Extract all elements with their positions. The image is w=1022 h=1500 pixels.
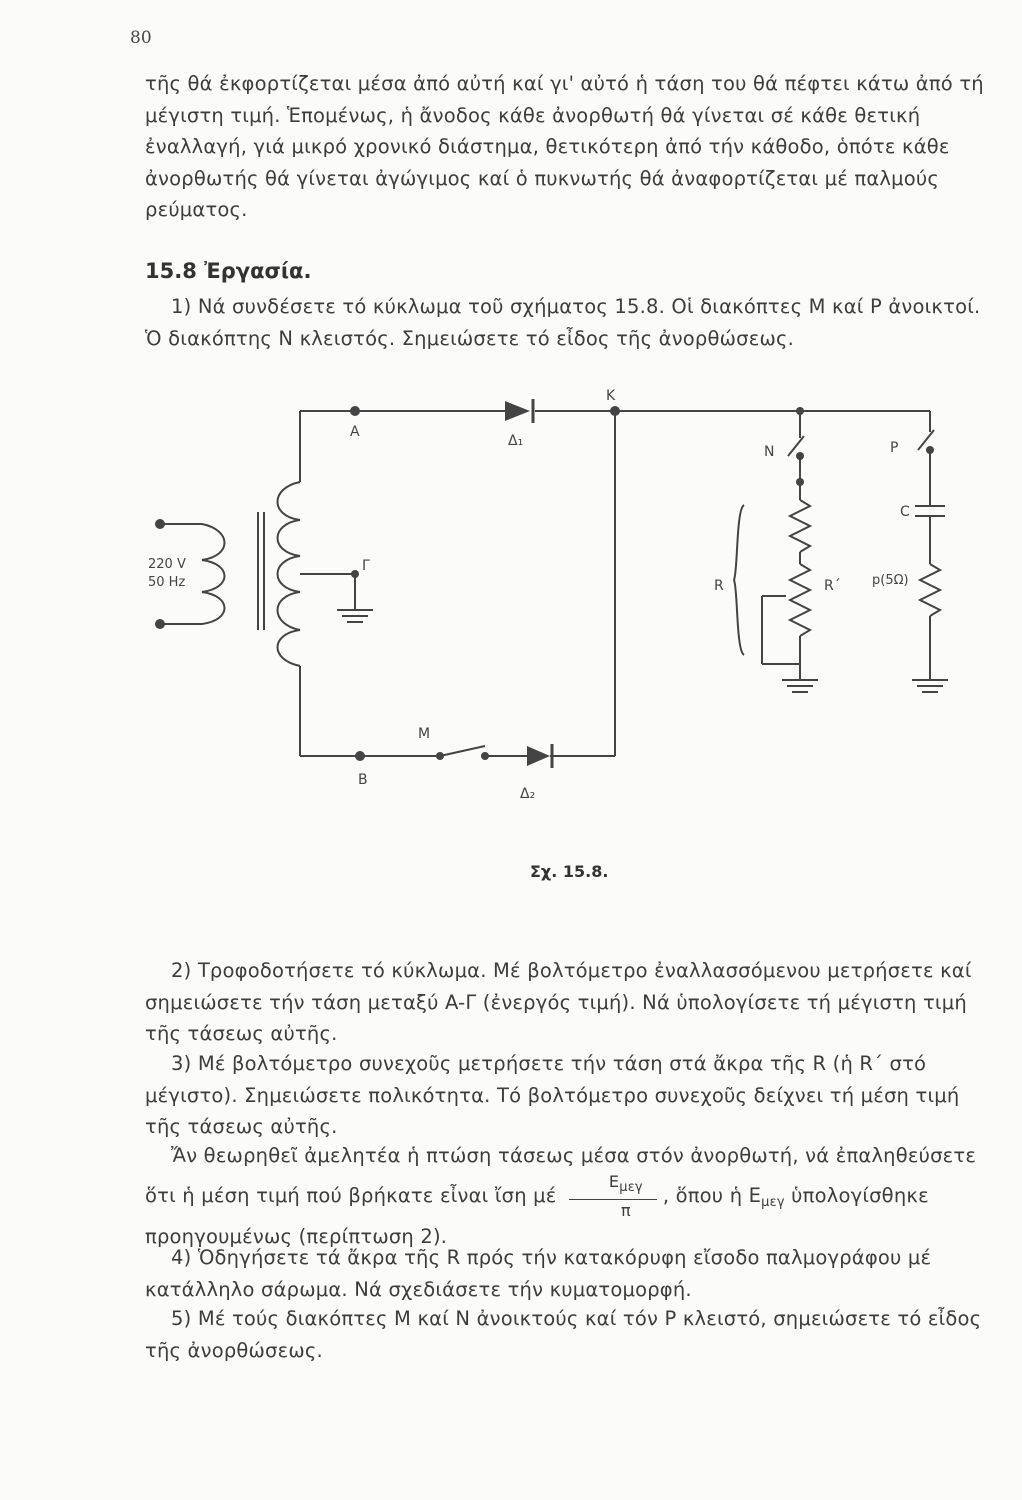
step-5: 5) Μέ τούς διακόπτες M καί N ἀνοικτούς καί τόν P κλειστό, σημειώσετε τό εἶδος τῆς ἀνορθώσεως.: [145, 1307, 982, 1362]
label-a: A: [350, 424, 360, 440]
label-c: C: [900, 504, 910, 520]
figure-caption: Σχ. 15.8.: [530, 862, 609, 881]
label-r: R: [714, 578, 724, 594]
label-g: Γ: [362, 558, 370, 574]
label-k: K: [606, 388, 616, 404]
label-m: M: [418, 726, 431, 742]
source-freq-label: 50 Hz: [148, 575, 186, 590]
label-p-resistor: p(5Ω): [872, 573, 909, 588]
label-d2: Δ₂: [520, 786, 536, 802]
step-3b-text: Ἄν θεωρηθεῖ ἀμελητέα ἡ πτώση τάσεως μέσα στόν ἀνορθωτή, νά ἐπαληθεύσετε ὅτι ἡ μέση τιμή πού βρήκατε εἶναι ἴση μέ: [145, 1144, 977, 1207]
source-voltage-label: 220 V: [148, 557, 186, 572]
page-number: 80: [130, 28, 152, 48]
step-3b: [145, 1141, 985, 1252]
label-d1: Δ₁: [508, 433, 524, 449]
fraction-numerator: E: [608, 1172, 620, 1191]
step-3: 3) Μέ βολτόμετρο συνεχοῦς μετρήσετε τήν τάση στά ἄκρα τῆς R (ἡ R΄ στό μέγιστο). Σημειώσετε πολικότητα. Τό βολτόμετρο συνεχοῦς δείχνει τή μέση τιμή τῆς τάσεως αὐτῆς.: [145, 1052, 960, 1138]
label-r-prime: R΄: [824, 578, 841, 594]
step-2: 2) Τροφοδοτήσετε τό κύκλωμα. Μέ βολτόμετρο ἐναλλασσόμενου μετρήσετε καί σημειώσετε τήν τάση μεταξύ A-Γ (ἐνεργός τιμή). Νά ὑπολογίσετε τή μέγιστη τιμή τῆς τάσεως αὐτῆς.: [145, 959, 972, 1045]
circuit-diagram: [140, 370, 980, 830]
step-1: 1) Νά συνδέσετε τό κύκλωμα τοῦ σχήματος 15.8. Οἱ διακόπτες M καί P ἀνοικτοί. Ὁ διακόπτης N κλειστός. Σημειώσετε τό εἶδος τῆς ἀνορθώσεως.: [145, 295, 981, 350]
step-4: 4) Ὁδηγήσετε τά ἄκρα τῆς R πρός τήν κατακόρυφη εἴσοδο παλμογράφου μέ κατάλληλο σάρωμα. Νά σχεδιάσετε τήν κυματομορφή.: [145, 1246, 932, 1301]
label-n: N: [764, 444, 775, 460]
intro-paragraph: τῆς θά ἐκφορτίζεται μέσα ἀπό αὐτή καί γι' αὐτό ἡ τάση του θά πέφτει κάτω ἀπό τή μέγιστη τιμή. Ἑπομένως, ἡ ἄνοδος κάθε ἀνορθωτή θά γίνεται σέ κάθε θετική ἐναλλαγή, γιά μικρό χρονικό διάστημα, θετικότερη ἀπό τήν κάθοδο, ὁπότε κάθε ἀνορθωτής θά γίνεται ἀγώγιμος καί ὁ πυκνωτής θά ἀναφορτίζεται μέ παλμούς ρεύματος.: [145, 72, 984, 221]
fraction-denominator: π: [620, 1201, 631, 1220]
label-p: P: [890, 440, 899, 456]
fraction-numerator-sub: μεγ: [619, 1180, 643, 1195]
section-heading: 15.8 Ἐργασία.: [145, 259, 312, 283]
step-3b-after2: ὑπολογίσθηκε προηγουμένως (περίπτωση 2).: [145, 1184, 929, 1248]
label-b: B: [358, 772, 368, 788]
step-3b-after-sub: μεγ: [761, 1195, 785, 1210]
step-3b-after: , ὅπου ἡ E: [662, 1184, 762, 1207]
mean-value-fraction: [569, 1171, 657, 1222]
